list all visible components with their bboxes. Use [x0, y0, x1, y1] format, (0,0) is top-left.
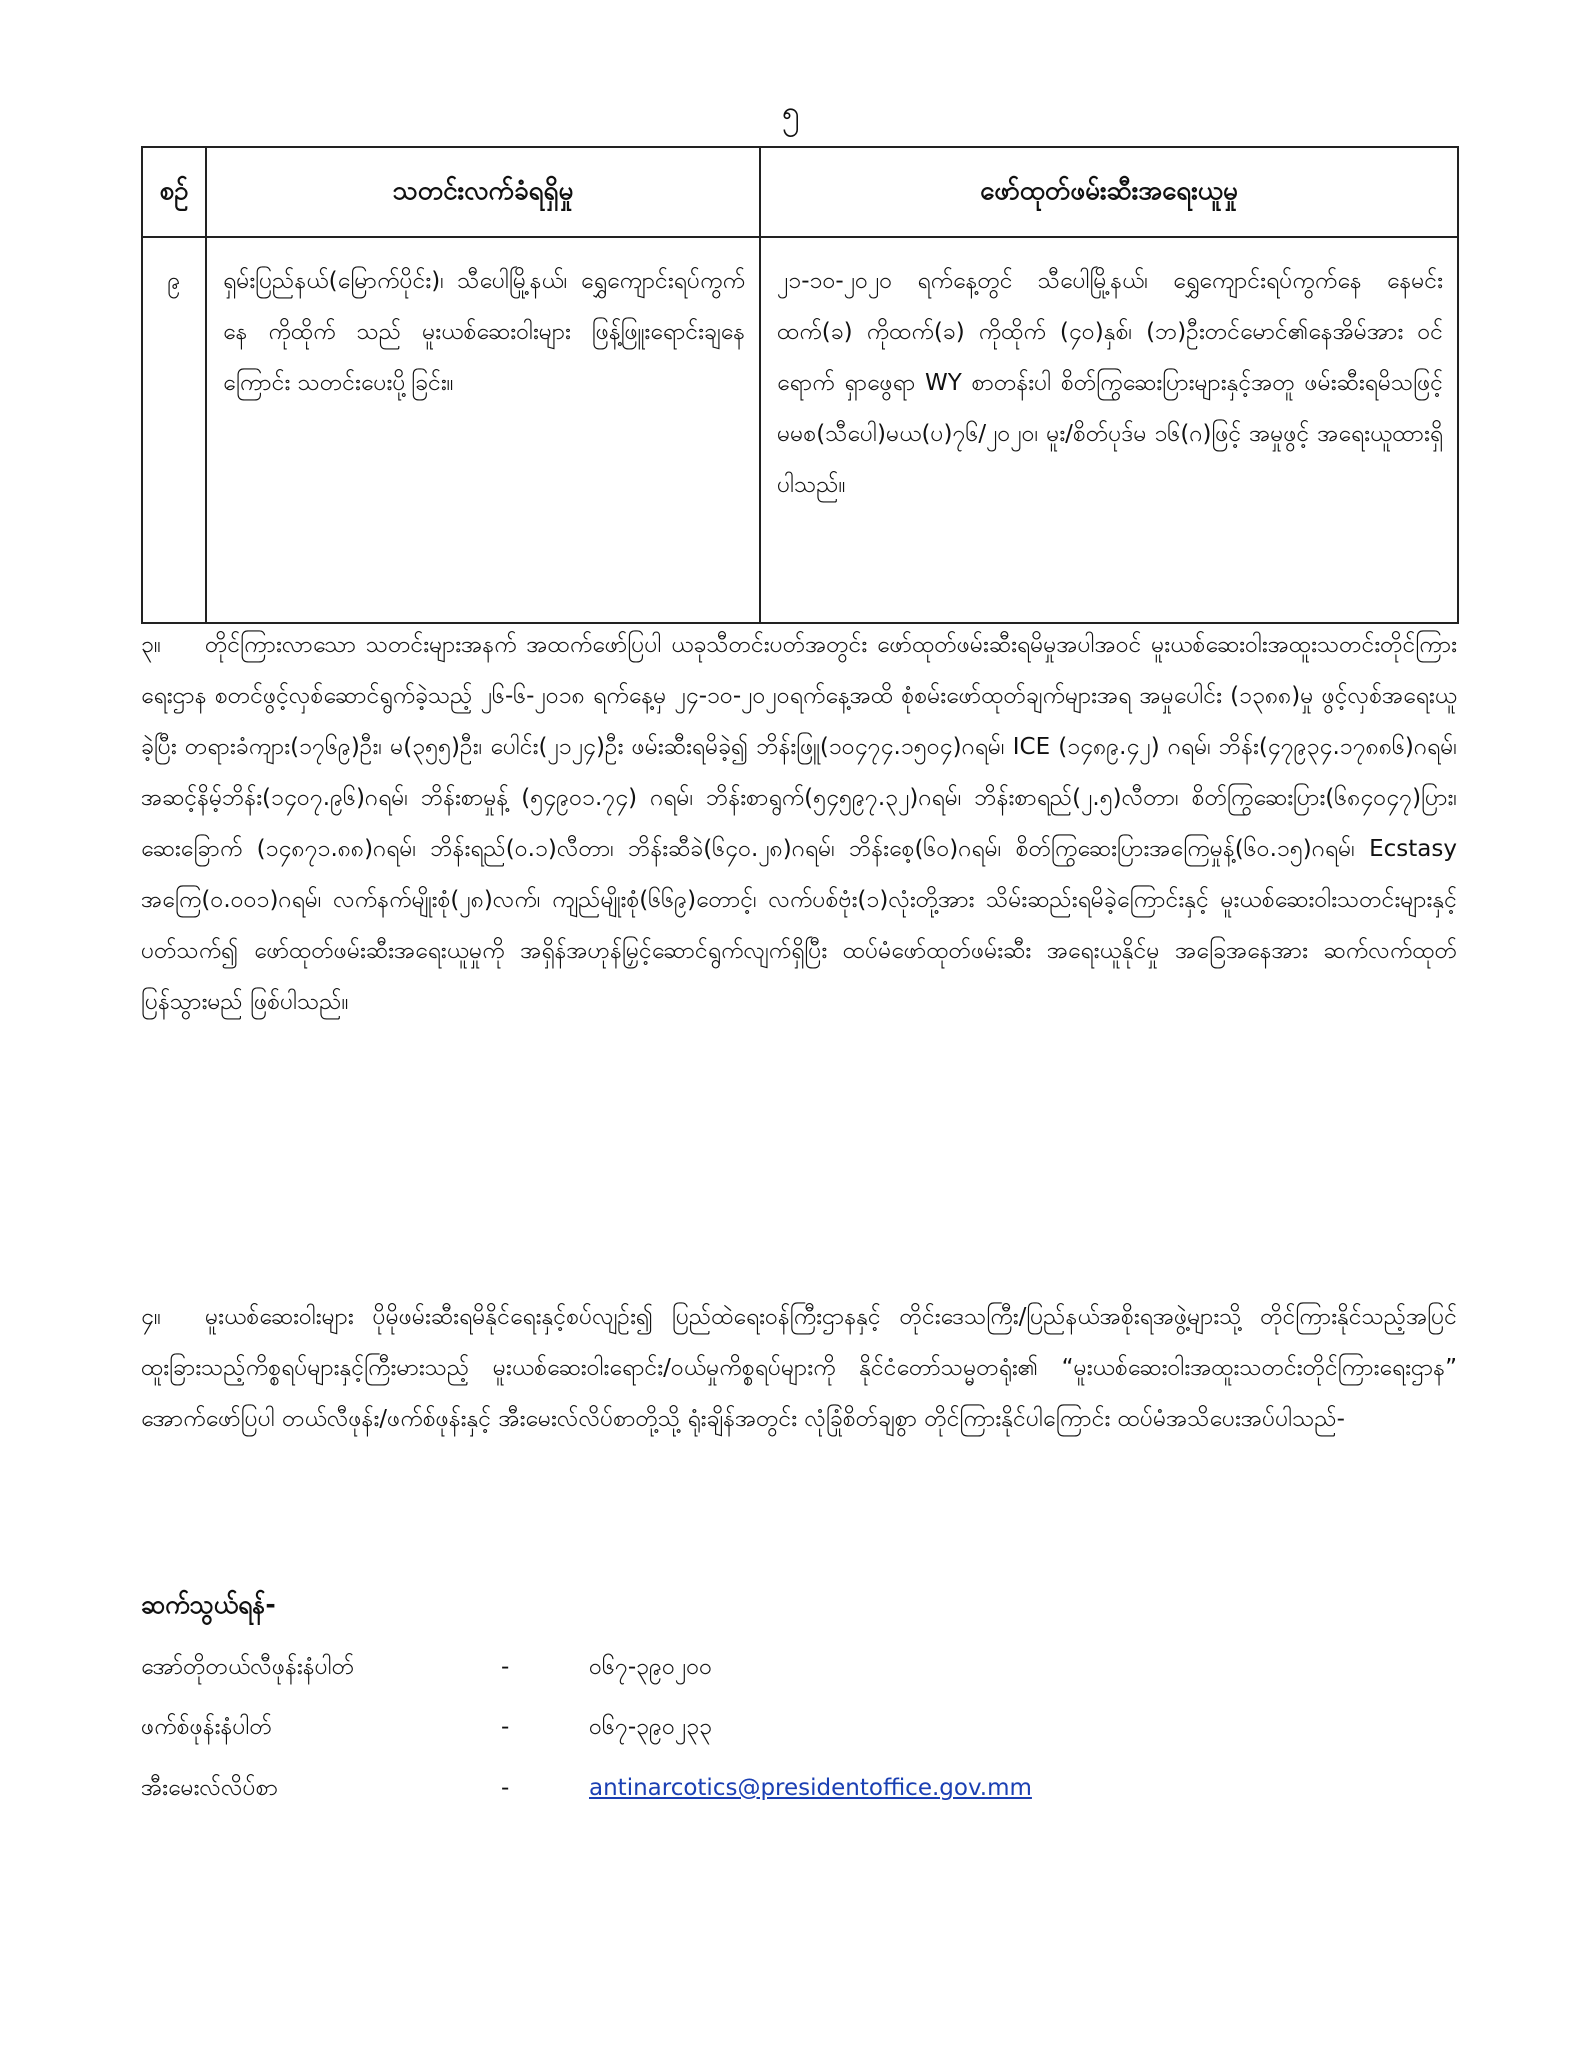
header-no: စဉ် [142, 147, 206, 237]
cell-no: ၉ [142, 237, 206, 623]
contact-value: ၀၆၇-၃၉၀၂၀၀ [589, 1654, 713, 1680]
paragraph-4 [141, 1292, 1457, 1445]
contact-dash: - [501, 1714, 510, 1740]
table-row [142, 237, 1458, 623]
paragraph-text: တိုင်ကြားလာသော သတင်းများအနက် အထက်ဖော်ပြပါ ယခုသီတင်းပတ်အတွင်း ဖော်ထုတ်ဖမ်းဆီးရမိမှုအပါအဝင် မူးယစ်ဆေးဝါးအထူးသတင်းတိုင်ကြားရေးဌာန စတင်ဖွင့်လှစ်ဆောင်ရွက်ခဲ့သည့် ၂၆-၆-၂၀၁၈ ရက်နေ့မှ ၂၄-၁၀-၂၀၂၀ရက်နေ့အထိ စုံစမ်းဖော်ထုတ်ချက်များအရ အမှုပေါင်း (၁၃၈၈)မှု ဖွင့်လှစ်အရေးယူခဲ့ပြီး တရားခံကျား(၁၇၆၉)ဦး၊ မ(၃၅၅)ဦး၊ ပေါင်း(၂၁၂၄)ဦး ဖမ်းဆီးရမိခဲ့၍ ဘိန်းဖြူ(၁၀၄၇၄.၁၅၀၄)ဂရမ်၊ ICE (၁၄၈၉.၄၂) ဂရမ်၊ ဘိန်း(၄၇၉၃၄.၁၇၈၈၆)ဂရမ်၊ အဆင့်နိမ့်ဘိန်း(၁၄၀၇.၉၆)ဂရမ်၊ ဘိန်းစာမှုန့် (၅၄၉၀၁.၇၄) ဂရမ်၊ ဘိန်းစာရွက်(၅၄၅၉၇.၃၂)ဂရမ်၊ ဘိန်းစာရည်(၂.၅)လီတာ၊ စိတ်ကြွဆေးပြား(၆၈၄၀၄၇)ပြား၊ ဆေးခြောက် (၁၄၈၇၁.၈၈)ဂရမ်၊ ဘိန်းရည်(၀.၁)လီတာ၊ ဘိန်းဆီခဲ(၆၄၀.၂၈)ဂရမ်၊ ဘိန်းစေ့(၆၀)ဂရမ်၊ စိတ်ကြွဆေးပြားအကြေမှုန့်(၆၀.၁၅)ဂရမ်၊ Ecstasy အကြေ(၀.၀၀၁)ဂရမ်၊ လက်နက်မျိုးစုံ(၂၈)လက်၊ ကျည်မျိုးစုံ(၆၆၉)တောင့်၊ လက်ပစ်ဗုံး(၁)လုံးတို့အား သိမ်းဆည်းရမိခဲ့ကြောင်းနှင့် မူးယစ်ဆေးဝါးသတင်းများနှင့်ပတ်သက်၍ ဖော်ထုတ်ဖမ်းဆီးအရေးယူမှုကို အရှိန်အဟုန်မြှင့်ဆောင်ရွက်လျက်ရှိပြီး ထပ်မံဖော်ထုတ်ဖမ်းဆီး အရေးယူနိုင်မှု အခြေအနေအား ဆက်လက်ထုတ်ပြန်သွားမည် ဖြစ်ပါသည်။ [141, 632, 1457, 1015]
report-table [141, 146, 1459, 624]
contact-label: အော်တိုတယ်လီဖုန်းနံပါတ် [141, 1654, 355, 1680]
paragraph-3 [141, 620, 1457, 1028]
cell-action-taken: ၂၁-၁၀-၂၀၂၀ ရက်နေ့တွင် သီပေါမြို့နယ်၊ ရွှေကျောင်းရပ်ကွက်နေ နေမင်းထက်(ခ) ကိုထက်(ခ) ကိုထိုက် (၄၀)နှစ်၊ (ဘ)ဦးတင်မောင်၏နေအိမ်အား ဝင်ရောက် ရှာဖွေရာ WY စာတန်းပါ စိတ်ကြွဆေးပြားများနှင့်အတူ ဖမ်းဆီးရမိသဖြင့် မမစ(သီပေါ)မယ(ပ)၇၆/၂၀၂၀၊ မူး/စိတ်ပုဒ်မ ၁၆(ဂ)ဖြင့် အမှုဖွင့် အရေးယူထားရှိပါသည်။ [760, 237, 1458, 623]
page-number: ၅ [782, 93, 800, 131]
cell-info-received: ရှမ်းပြည်နယ်(မြောက်ပိုင်း)၊ သီပေါမြို့နယ်၊ ရွှေကျောင်းရပ်ကွက်နေ ကိုထိုက် သည် မူးယစ်ဆေးဝါးများ ဖြန့်ဖြူးရောင်းချနေကြောင်း သတင်းပေးပို့ခြင်း။ [206, 237, 760, 623]
table-header-row [142, 147, 1458, 237]
contact-dash: - [501, 1654, 510, 1680]
contact-label: အီးမေးလ်လိပ်စာ [141, 1775, 279, 1801]
paragraph-number: ၃။ [141, 632, 161, 658]
contact-value: ၀၆၇-၃၉၀၂၃၃ [589, 1714, 713, 1740]
paragraph-number: ၄။ [141, 1304, 161, 1330]
header-info-received: သတင်းလက်ခံရရှိမှု [206, 147, 760, 237]
paragraph-text: မူးယစ်ဆေးဝါးများ ပိုမိုဖမ်းဆီးရမိနိုင်ရေးနှင့်စပ်လျဉ်း၍ ပြည်ထဲရေးဝန်ကြီးဌာနနှင့် တိုင်းဒေသကြီး/ပြည်နယ်အစိုးရအဖွဲ့များသို့ တိုင်ကြားနိုင်သည့်အပြင် ထူးခြားသည့်ကိစ္စရပ်များနှင့်ကြီးမားသည့် မူးယစ်ဆေးဝါးရောင်း/ဝယ်မှုကိစ္စရပ်များကို နိုင်ငံတော်သမ္မတရုံး၏ “မူးယစ်ဆေးဝါးအထူးသတင်းတိုင်ကြားရေးဌာန” အောက်ဖော်ပြပါ တယ်လီဖုန်း/ဖက်စ်ဖုန်းနှင့် အီးမေးလ်လိပ်စာတို့သို့ ရုံးချိန်အတွင်း လုံခြုံစိတ်ချစွာ တိုင်ကြားနိုင်ပါကြောင်း ထပ်မံအသိပေးအပ်ပါသည်- [141, 1304, 1457, 1432]
contact-label: ဖက်စ်ဖုန်းနံပါတ် [141, 1714, 272, 1740]
header-action-taken: ဖော်ထုတ်ဖမ်းဆီးအရေးယူမှု [760, 147, 1458, 237]
contact-heading: ဆက်သွယ်ရန်- [141, 1590, 276, 1619]
email-link[interactable]: antinarcotics@presidentoffice.gov.mm [589, 1775, 1032, 1801]
contact-dash: - [501, 1775, 510, 1801]
